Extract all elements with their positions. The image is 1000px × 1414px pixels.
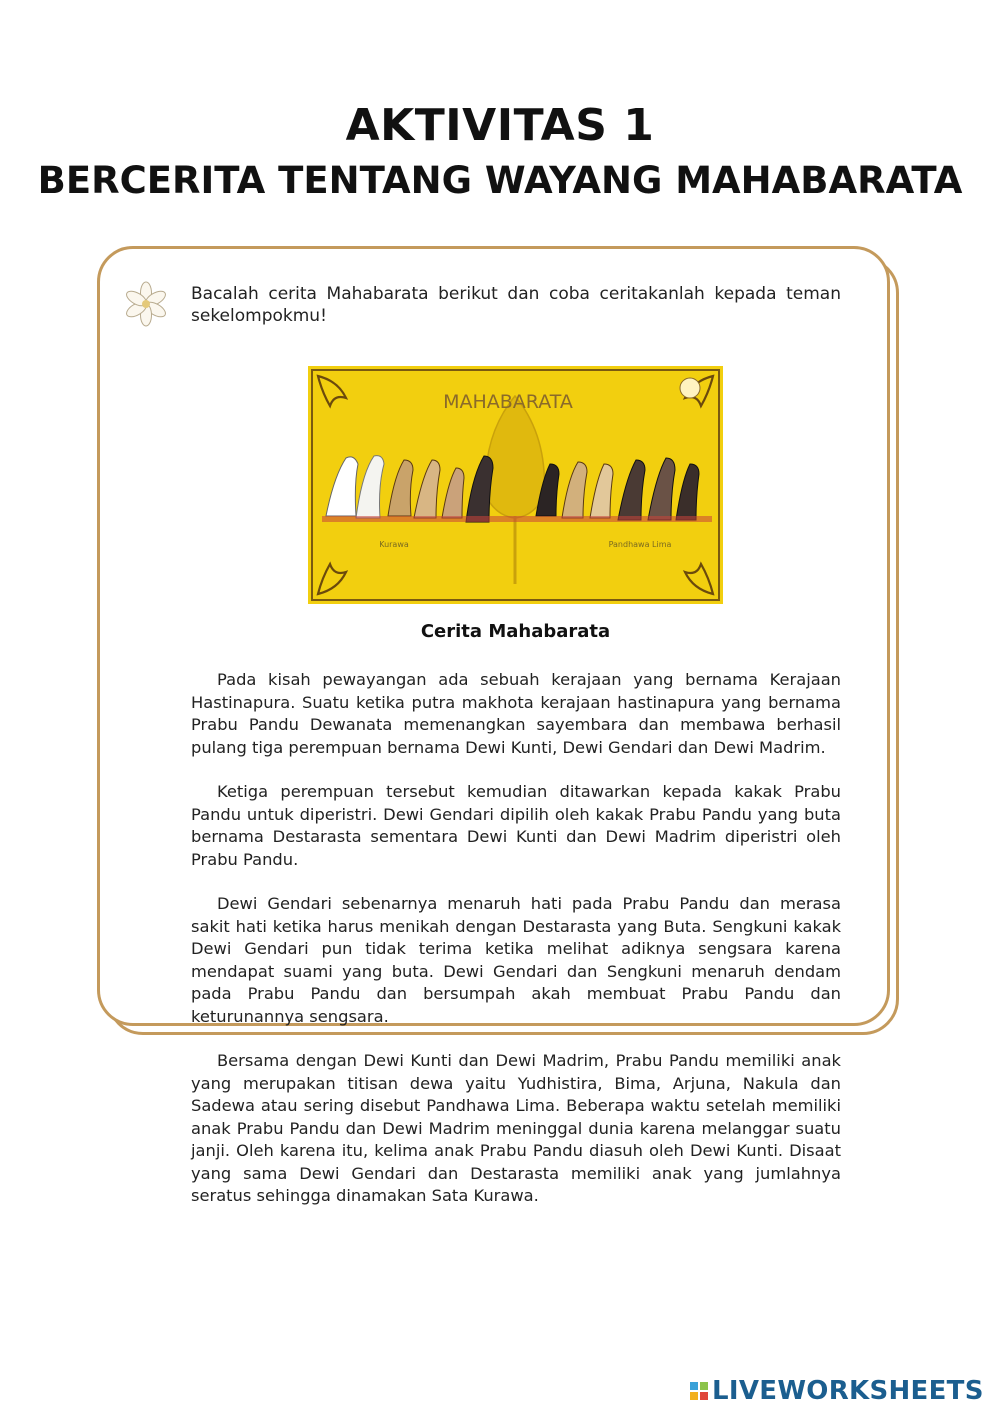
story-paragraph: Pada kisah pewayangan ada sebuah kerajaan yang bernama Kerajaan Hastinapura. Suatu ketika putra makhota kerajaan hastinapura yang bernama Prabu Pandu Dewanata memenangkan sayembara dan membawa berhasil pulang tiga perempuan bernama Dewi Kunti, Dewi Gendari dan Dewi Madrim. [191,670,841,757]
page-header [0,98,1000,206]
logo-icon [680,378,700,398]
story-paragraph: Dewi Gendari sebenarnya menaruh hati pada Prabu Pandu dan merasa sakit hati ketika harus menikah dengan Destarasta yang Buta. Sengkuni kakak Dewi Gendari pun tidak terima ketika melihat adiknya sengsara karena mendapat suami yang buta. Dewi Gendari dan Sengkuni menaruh dendam pada Prabu Pandu dan bersumpah akah membuat Prabu Pandu dan keturunannya sengsara. [191,894,841,1026]
liveworksheets-logo-icon [690,1382,708,1400]
liveworksheets-brand: LIVEWORKSHEETS [712,1376,984,1406]
picture-label-left: Kurawa [379,540,409,549]
page-subtitle: BERCERITA TENTANG WAYANG MAHABARATA [37,159,963,202]
flower-icon [122,280,170,328]
picture-label-right: Pandhawa Lima [608,540,672,549]
picture-title: MAHABARATA [443,391,573,413]
mahabarata-wayang-illustration [308,366,723,604]
story-text [191,669,841,1230]
story-paragraph: Bersama dengan Dewi Kunti dan Dewi Madrim, Prabu Pandu memiliki anak yang merupakan titisan dewa yaitu Yudhistira, Bima, Arjuna, Nakula dan Sadewa atau sering disebut Pandhawa Lima. Beberapa waktu setelah memiliki anak Prabu Pandu dan Dewi Madrim meninggal dunia karena melanggar suatu janji. Oleh karena itu, kelima anak Prabu Pandu diasuh oleh Dewi Kunti. Disaat yang sama Dewi Gendari dan Destarasta memiliki anak yang jumlahnya seratus sehingga dinamakan Sata Kurawa. [191,1051,841,1205]
story-paragraph: Ketiga perempuan tersebut kemudian ditawarkan kepada kakak Prabu Pandu untuk diperistri. Dewi Gendari dipilih oleh kakak Prabu Pandu yang buta bernama Destarasta sementara Dewi Kunti dan Dewi Madrim diperistri oleh Prabu Pandu. [191,782,841,869]
instruction-text: Bacalah cerita Mahabarata berikut dan coba ceritakanlah kepada teman sekelompokmu! [191,284,841,326]
story-caption: Cerita Mahabarata [420,621,611,642]
liveworksheets-footer [690,1374,984,1408]
figure-base [322,516,712,522]
page-title: AKTIVITAS 1 [345,100,655,151]
